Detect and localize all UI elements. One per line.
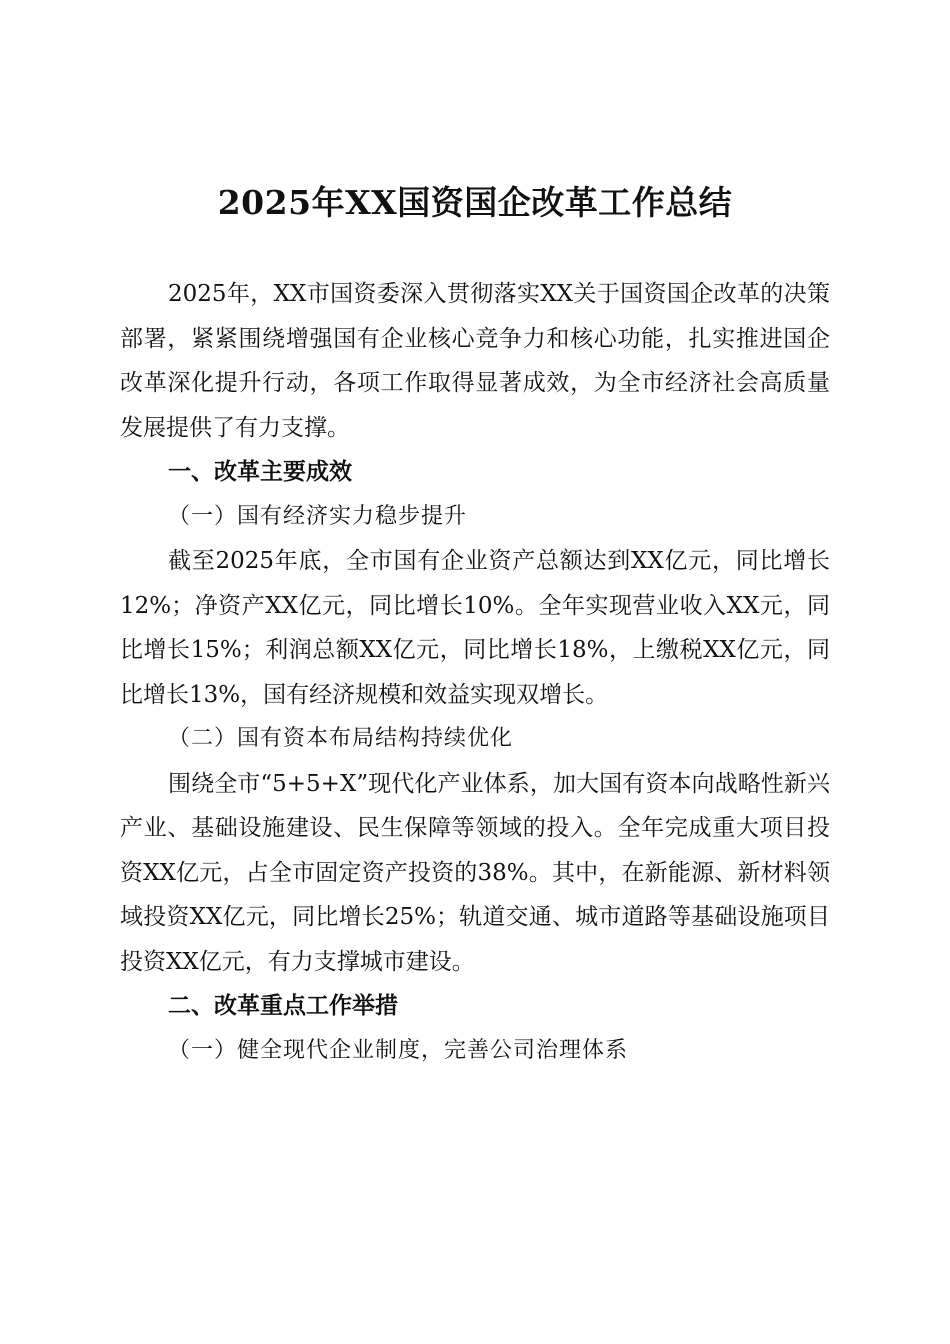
- intro-paragraph: 2025年，XX市国资委深入贯彻落实XX关于国资国企改革的决策部署，紧紧围绕增强国有企业核心竞争力和核心功能，扎实推进国企改革深化提升行动，各项工作取得显著成效，为全市经济社会高质量发展提供了有力支撑。: [120, 281, 830, 441]
- section-1-sub-2-paragraph: 围绕全市“5+5+X”现代化产业体系，加大国有资本向战略性新兴产业、基础设施建设、民生保障等领域的投入。全年完成重大项目投资XX亿元，占全市固定资产投资的38%。其中，在新能源、新材料领域投资XX亿元，同比增长25%；轨道交通、城市道路等基础设施项目投资XX亿元，有力支撑城市建设。: [120, 770, 830, 975]
- section-1-sub-2-heading: （二）国有资本布局结构持续优化: [168, 726, 514, 751]
- section-1-sub-1-paragraph: 截至2025年底，全市国有企业资产总额达到XX亿元，同比增长12%；净资产XX亿元，同比增长10%。全年实现营业收入XX元，同比增长15%；利润总额XX亿元，同比增长18%，上缴税XX亿元，同比增长13%，国有经济规模和效益实现双增长。: [120, 548, 830, 708]
- section-1-sub-1-heading: （一）国有经济实力稳步提升: [168, 503, 468, 529]
- section-2-sub-1-heading: （一）健全现代企业制度，完善公司治理体系: [168, 1037, 629, 1063]
- document-title: 2025年XX国资国企改革工作总结: [217, 183, 733, 222]
- section-2-heading: 二、改革重点工作举措: [168, 993, 398, 1019]
- section-1-heading: 一、改革主要成效: [168, 459, 352, 485]
- document-body: [120, 272, 830, 1073]
